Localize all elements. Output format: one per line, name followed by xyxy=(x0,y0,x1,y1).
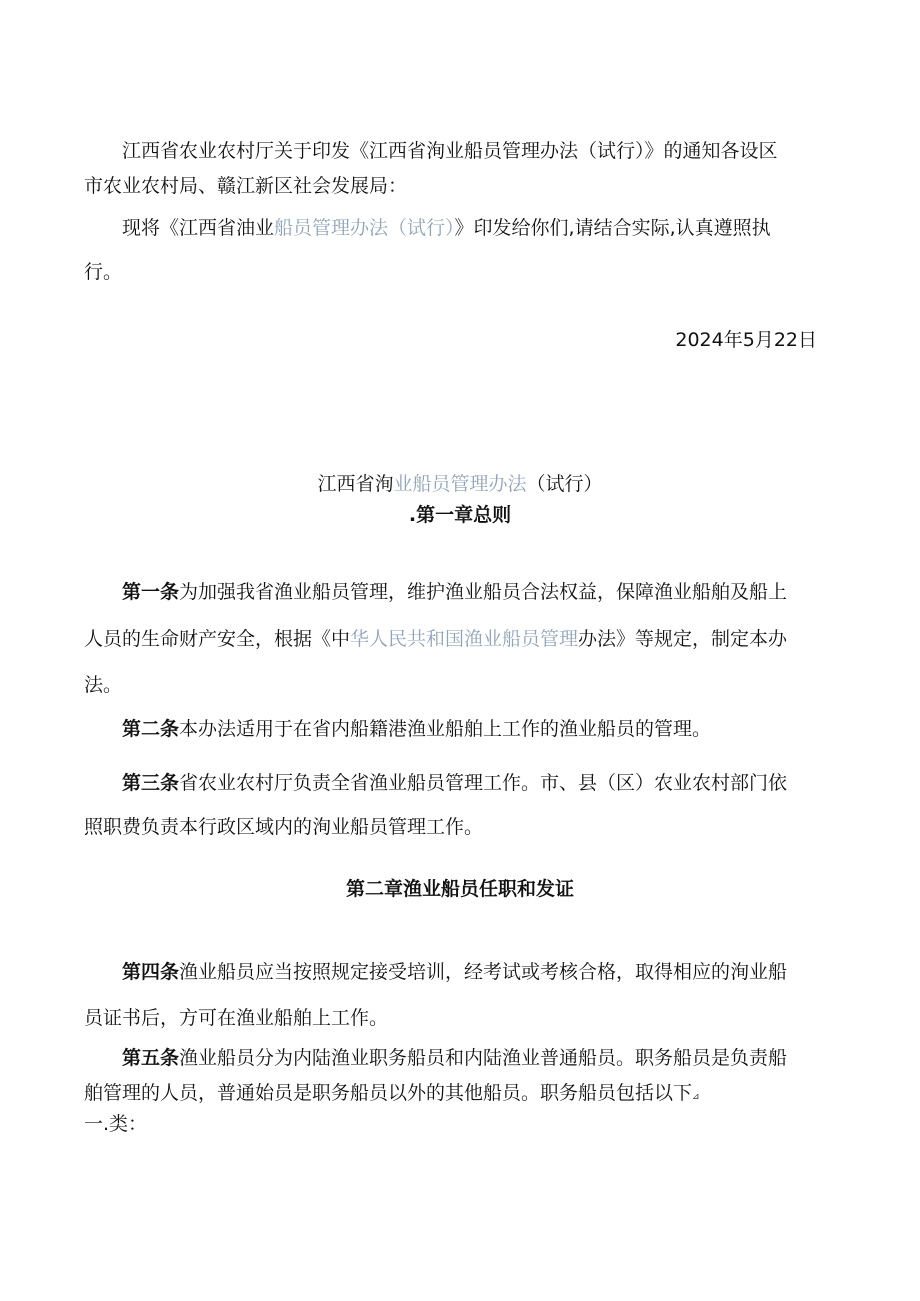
article-2-text: 本办法适用于在省内船籍港渔业船舶上工作的渔业船员的管理。 xyxy=(179,718,712,740)
article-5-line-2 xyxy=(84,1081,700,1109)
article-3-line-2: 照职费负责本行政区域内的洵业船员管理工作。 xyxy=(84,816,484,838)
title-part-b: 业船员管理办法 xyxy=(393,473,527,495)
title-part-a: 江西省洵 xyxy=(317,473,394,495)
article-1-line-1 xyxy=(122,580,787,604)
article-5-label: 第五条 xyxy=(122,1047,180,1069)
notice-line-3-part-c: 》印发给你们,请结合实际,认真遵照执 xyxy=(454,217,771,239)
chapter-2-heading: 第二章渔业船员任职和发证 xyxy=(345,878,574,900)
notice-line-4: 行。 xyxy=(84,261,123,283)
chapter-1-heading: .第一章总则 xyxy=(408,504,512,526)
stray-mark-icon: ⊿ xyxy=(692,1092,700,1102)
article-5-text-1: 渔业船员分为内陆渔业职务船员和内陆渔业普通船员。职务船员是负责船 xyxy=(179,1047,788,1069)
article-4-label: 第四条 xyxy=(122,961,180,983)
notice-line-2: 市农业农村局、赣江新区社会发展局： xyxy=(84,175,408,197)
notice-line-1: 江西省农业农村厅关于印发《江西省洵业船员管理办法（试行）》的通知各设区 xyxy=(122,140,778,162)
article-4-line-2: 员证书后，方可在渔业船舶上工作。 xyxy=(84,1007,389,1029)
article-5-line-1 xyxy=(122,1046,787,1070)
document-title xyxy=(0,472,920,496)
notice-line-3-part-b: 船员管理办法（试行） xyxy=(274,217,455,239)
article-1-line-3: 法。 xyxy=(84,674,123,696)
article-1-text-1: 为加强我省渔业船员管理，维护渔业船员合法权益，保障渔业船舶及船上 xyxy=(179,581,788,603)
title-part-c: （试行） xyxy=(526,473,603,495)
article-5-text-2a: 舶管理的人员，普通始员是职务船员以外的其他船员。职务船员包括以下 xyxy=(84,1082,693,1104)
article-4-line-1 xyxy=(122,960,787,984)
article-4-text-1: 渔业船员应当按照规定接受培训，经考试或考核合格，取得相应的洵业船 xyxy=(179,961,788,983)
article-1-text-2c: 办法》等规定，制定本办 xyxy=(578,628,788,650)
article-2 xyxy=(122,717,711,741)
article-3-line-1 xyxy=(122,771,787,795)
article-1-label: 第一条 xyxy=(122,581,180,603)
article-3-text-1: 省农业农村厅负责全省渔业船员管理工作。市、县（区）农业农村部门依 xyxy=(179,772,788,794)
article-1-text-2a: 人员的生命财产安全，根据《中 xyxy=(84,628,351,650)
article-1-line-2 xyxy=(84,627,787,651)
article-1-text-2b: 华人民共和国渔业船员管理 xyxy=(350,628,579,650)
notice-line-3-part-a: 现将《江西省油业 xyxy=(122,217,275,239)
article-3-label: 第三条 xyxy=(122,772,180,794)
notice-date: 2024年5月22日 xyxy=(675,329,817,351)
article-2-label: 第二条 xyxy=(122,718,180,740)
article-5-line-3: 一.类： xyxy=(84,1113,148,1135)
notice-line-3 xyxy=(122,216,771,240)
